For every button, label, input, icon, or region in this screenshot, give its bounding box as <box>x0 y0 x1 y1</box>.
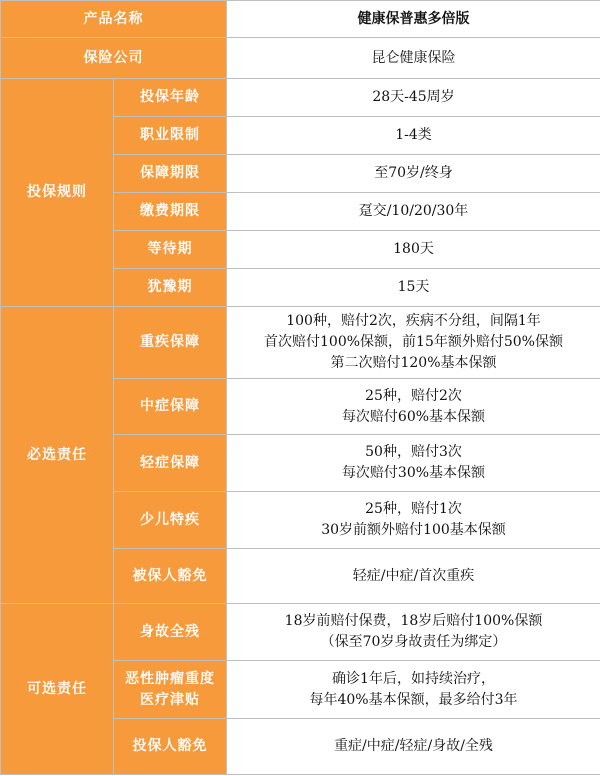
table-row <box>1 604 600 661</box>
value-line: 30岁前额外赔付100基本保额 <box>321 522 506 538</box>
value-line: 15天 <box>397 279 430 295</box>
row-label: 少儿特疾 <box>114 492 227 549</box>
value-line: 18岁前赔付保费，18岁后赔付100%保额 <box>284 613 543 629</box>
row-value <box>227 117 600 155</box>
label-line: 恶性肿瘤重度 <box>125 670 215 687</box>
value-line: 28天-45周岁 <box>372 89 455 105</box>
value-line: 确诊1年后，如持续治疗， <box>332 670 495 687</box>
value-line: 重症/中症/轻症/身故/全残 <box>334 738 493 754</box>
row-value <box>227 379 600 435</box>
row-value <box>227 79 600 117</box>
row-value <box>227 661 600 719</box>
row-value <box>227 269 600 307</box>
value-line: 每次赔付60%基本保额 <box>341 408 486 425</box>
value-line: 180天 <box>393 241 434 257</box>
row-value <box>227 435 600 492</box>
value-line: 首次赔付100%保额，前15年额外赔付50%保额 <box>264 334 563 350</box>
value-line: 轻症/中症/首次重疾 <box>352 567 475 584</box>
value-line: 100种，赔付2次，疾病不分组，间隔1年 <box>286 313 541 329</box>
row-label: 缴费期限 <box>114 193 227 231</box>
group-label-rules: 投保规则 <box>1 79 114 307</box>
value-line: 每次赔付30%基本保额 <box>341 465 486 481</box>
row-label: 犹豫期 <box>114 269 227 307</box>
value-line: 第二次赔付120%基本保额 <box>330 355 497 371</box>
company-label: 保险公司 <box>1 38 227 79</box>
product-name-label: 产品名称 <box>1 1 227 38</box>
row-value <box>227 719 600 775</box>
row-label <box>114 661 227 719</box>
row-value <box>227 307 600 379</box>
row-label: 等待期 <box>114 231 227 269</box>
row-product-name <box>1 1 600 38</box>
value-line: 趸交/10/20/30年 <box>358 203 469 219</box>
group-label-optional: 可选责任 <box>1 604 114 775</box>
row-company <box>1 38 600 79</box>
group-label-required: 必选责任 <box>1 307 114 604</box>
table-row <box>1 79 600 117</box>
value-line: 25种，赔付2次 <box>365 387 462 404</box>
value-line: 25种，赔付1次 <box>365 501 462 517</box>
row-value <box>227 231 600 269</box>
row-label: 投保年龄 <box>114 79 227 117</box>
row-value <box>227 604 600 661</box>
row-label: 中症保障 <box>114 379 227 435</box>
row-value <box>227 549 600 604</box>
row-value <box>227 155 600 193</box>
value-line: 每年40%基本保额，最多给付3年 <box>309 691 518 708</box>
product-name-value: 健康保普惠多倍版 <box>227 1 600 38</box>
row-label: 重疾保障 <box>114 307 227 379</box>
value-line: 1-4类 <box>395 127 432 143</box>
row-label: 职业限制 <box>114 117 227 155</box>
label-line: 医疗津贴 <box>140 691 200 708</box>
value-line: 至70岁/终身 <box>374 165 453 181</box>
value-line: 50种，赔付3次 <box>365 444 462 460</box>
company-value: 昆仑健康保险 <box>227 38 600 79</box>
row-label: 轻症保障 <box>114 435 227 492</box>
value-line: （保至70岁身故责任为绑定） <box>320 634 507 650</box>
row-label: 保障期限 <box>114 155 227 193</box>
row-label: 被保人豁免 <box>114 549 227 604</box>
row-label: 投保人豁免 <box>114 719 227 775</box>
row-label: 身故全残 <box>114 604 227 661</box>
table-row <box>1 307 600 379</box>
row-value <box>227 193 600 231</box>
row-value <box>227 492 600 549</box>
